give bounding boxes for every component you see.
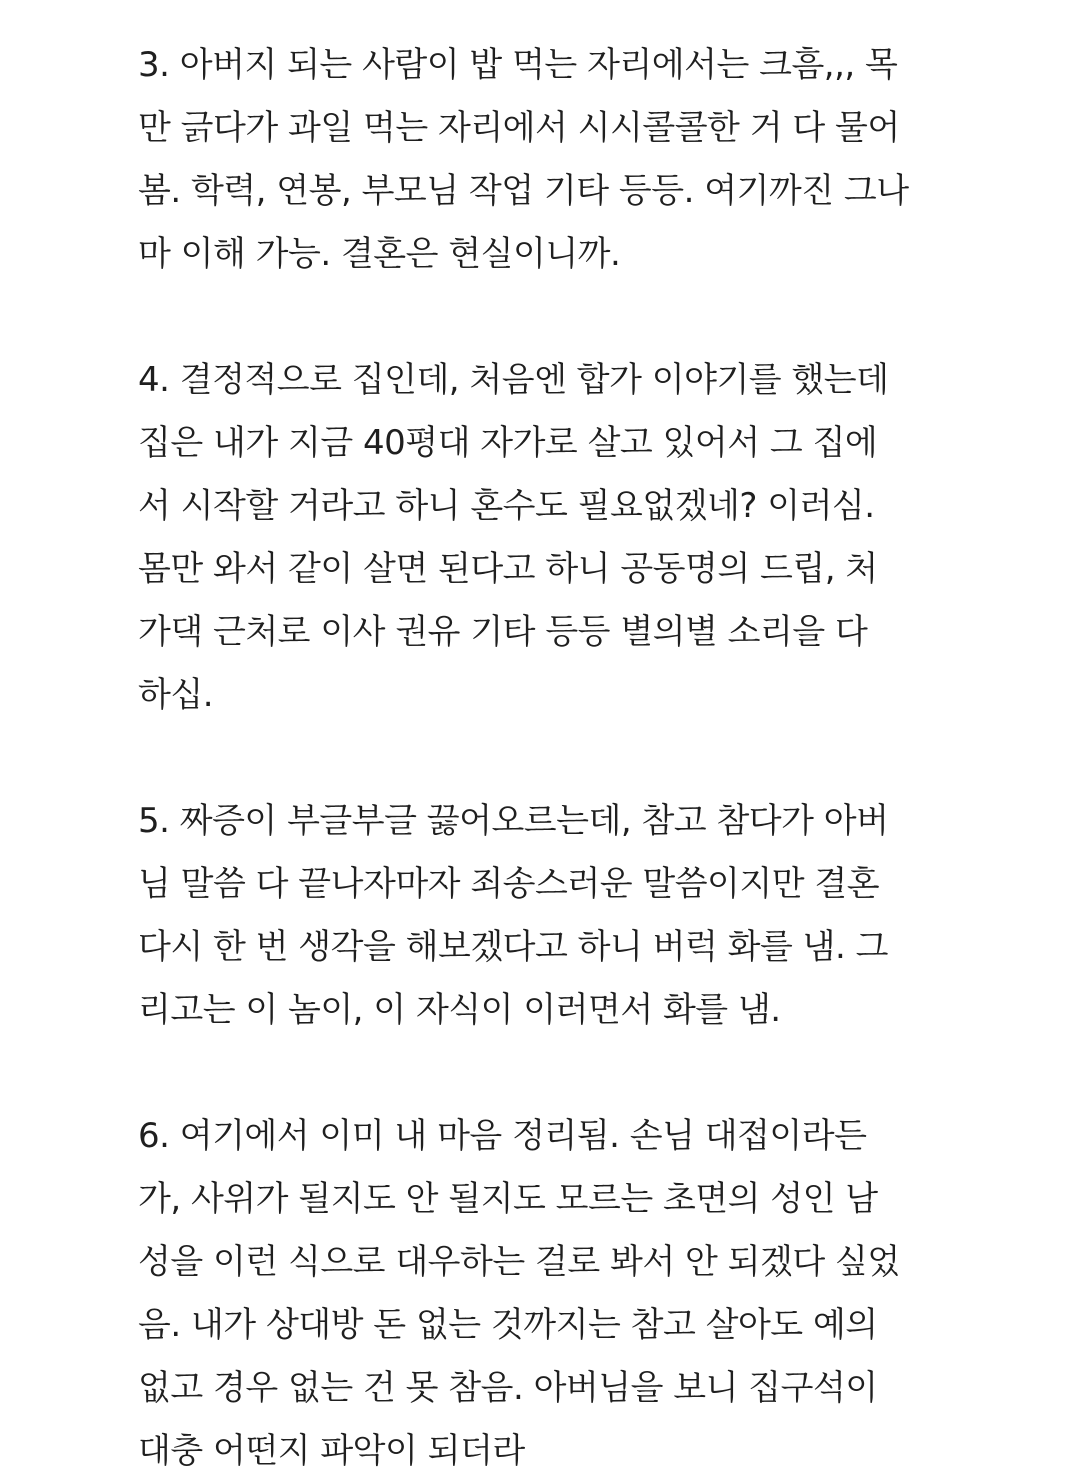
text-line: 3. 아버지 되는 사람이 밥 먹는 자리에서는 크흠,,, 목 — [138, 45, 898, 85]
text-line: 만 긁다가 과일 먹는 자리에서 시시콜콜한 거 다 물어 — [138, 108, 900, 148]
article-body — [138, 34, 948, 1483]
paragraph-6 — [138, 1105, 948, 1483]
text-line: 대충 어떤지 파악이 되더라 — [138, 1431, 525, 1471]
text-line: 서 시작할 거라고 하니 혼수도 필요없겠네? 이러심. — [138, 486, 875, 526]
text-line: 님 말씀 다 끝나자마자 죄송스러운 말씀이지만 결혼 — [138, 864, 880, 904]
text-line: 4. 결정적으로 집인데, 처음엔 합가 이야기를 했는데 — [138, 360, 889, 400]
text-line: 하십. — [138, 675, 213, 715]
text-line: 다시 한 번 생각을 해보겠다고 하니 버럭 화를 냄. 그 — [138, 927, 888, 967]
text-line: 6. 여기에서 이미 내 마음 정리됨. 손님 대접이라든 — [138, 1116, 867, 1156]
text-line: 리고는 이 놈이, 이 자식이 이러면서 화를 냄. — [138, 990, 781, 1030]
text-line: 성을 이런 식으로 대우하는 걸로 봐서 안 되겠다 싶었 — [138, 1242, 900, 1282]
paragraph-4 — [138, 349, 948, 727]
text-line: 마 이해 가능. 결혼은 현실이니까. — [138, 234, 621, 274]
text-line: 가, 사위가 될지도 안 될지도 모르는 초면의 성인 남 — [138, 1179, 878, 1219]
text-line: 5. 짜증이 부글부글 끓어오르는데, 참고 참다가 아버 — [138, 801, 889, 841]
text-line: 음. 내가 상대방 돈 없는 것까지는 참고 살아도 예의 — [138, 1305, 878, 1345]
text-line: 집은 내가 지금 40평대 자가로 살고 있어서 그 집에 — [138, 423, 878, 463]
text-line: 없고 경우 없는 건 못 참음. 아버님을 보니 집구석이 — [138, 1368, 878, 1408]
paragraph-5 — [138, 790, 948, 1042]
paragraph-3 — [138, 34, 948, 286]
text-line: 가댁 근처로 이사 권유 기타 등등 별의별 소리을 다 — [138, 612, 868, 652]
text-line: 몸만 와서 같이 살면 된다고 하니 공동명의 드립, 처 — [138, 549, 878, 589]
text-line: 봄. 학력, 연봉, 부모님 작업 기타 등등. 여기까진 그나 — [138, 171, 909, 211]
